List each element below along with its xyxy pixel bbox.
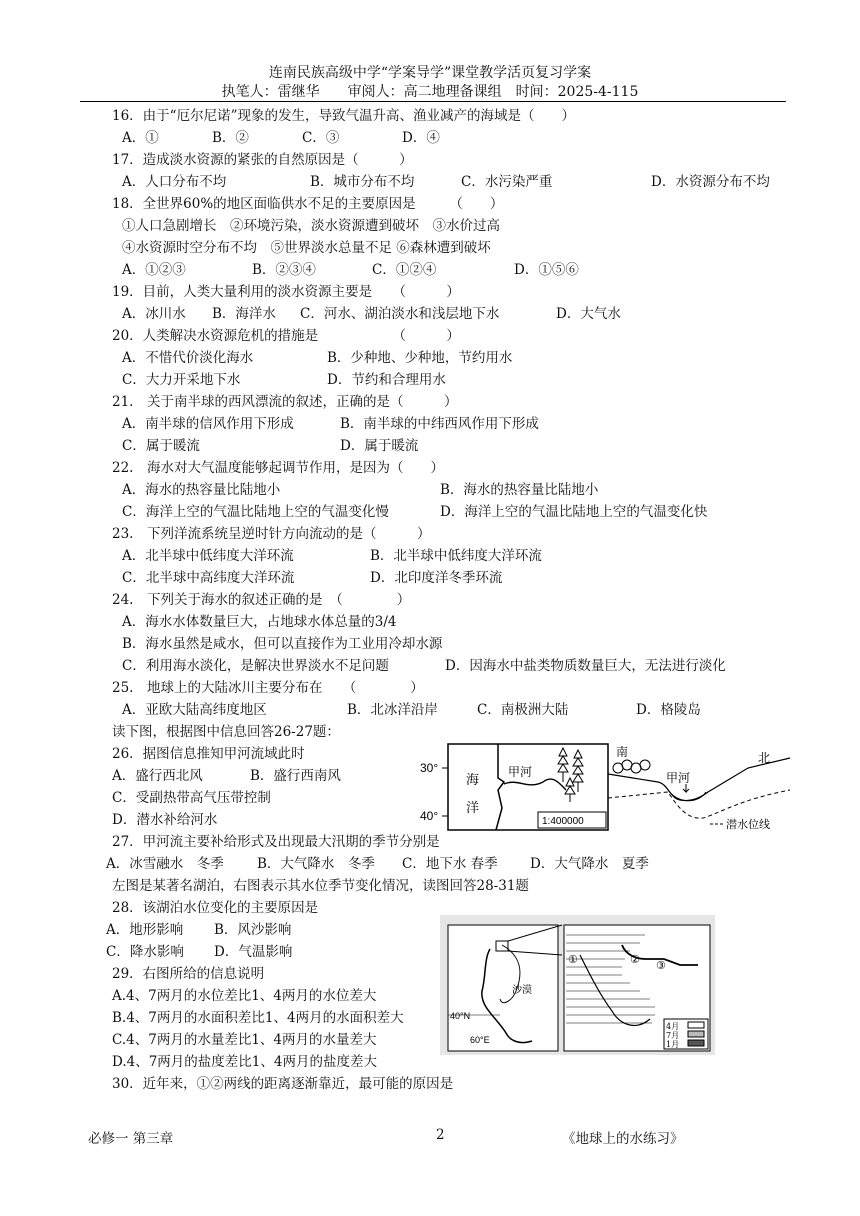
answer-option: B．海洋水: [212, 306, 276, 322]
answer-option: B．少种地、少种地，节约用水: [327, 350, 513, 366]
answer-option: A．南半球的信风作用下形成: [122, 416, 294, 432]
answer-option: A．海水的热容量比陆地小: [122, 482, 281, 498]
answer-option: D．大气降水 夏季: [530, 856, 649, 872]
question-line: 19．目前，人类大量利用的淡水资源主要是 （ ）: [112, 284, 460, 300]
question-line: D.4、7两月的盐度差比1、4两月的盐度差大: [112, 1054, 377, 1070]
answer-option: A．不惜代价淡化海水: [122, 350, 254, 366]
question-line: 16．由于“厄尔尼诺”现象的发生，导致气温升高、渔业减产的海域是（ ）: [112, 108, 575, 124]
question-line: [112, 479, 812, 501]
question-line: ④水资源时空分布不均 ⑤世界淡水总量不足 ⑥森林遭到破坏: [122, 240, 491, 256]
footer-title: 《地球上的水练习》: [562, 1131, 684, 1147]
lat-label: 40°N: [450, 1011, 471, 1021]
question-line: 读下图，根据图中信息回答26-27题：: [112, 724, 340, 740]
answer-option: D．节约和合理用水: [327, 372, 446, 388]
river-label: 甲河: [508, 765, 533, 779]
answer-option: A．①②③: [122, 262, 186, 278]
north-label: 北: [758, 751, 771, 765]
answer-option: A．①: [122, 130, 159, 146]
answer-option: D．气温影响: [214, 944, 293, 960]
question-line: 21. 关于南半球的西风漂流的叙述，正确的是（ ）: [112, 394, 458, 410]
question-line: [112, 259, 812, 281]
question-line: 20．人类解决水资源危机的措施是 （ ）: [112, 328, 460, 344]
answer-option: C．③: [302, 130, 340, 146]
marker-1: ①: [568, 953, 578, 966]
question-line: 18．全世界60%的地区面临供水不足的主要原因是 （ ）: [112, 196, 504, 212]
lat-30-label: 30°: [420, 761, 439, 775]
figure-river-map: [418, 738, 793, 838]
question-line: C．受副热带高气压带控制: [112, 790, 271, 806]
question-line: 25. 地球上的大陆冰川主要分布在 （ ）: [112, 680, 424, 696]
question-line: [112, 435, 812, 457]
answer-option: B．南半球的中纬西风作用下形成: [340, 416, 539, 432]
tree-cluster-icon: [613, 760, 650, 773]
question-line: [112, 369, 812, 391]
answer-option: C．大力开采地下水: [122, 372, 241, 388]
answer-option: D．格陵岛: [636, 702, 701, 718]
header-rule: [80, 101, 786, 102]
answer-option: A．北半球中低纬度大洋环流: [122, 548, 294, 564]
answer-option: D．因海水中盐类物质数量巨大，无法进行淡化: [445, 658, 726, 674]
footer-page: 2: [436, 1127, 445, 1143]
answer-option: C．海洋上空的气温比陆地上空的气温变化慢: [122, 504, 389, 520]
answer-option: C．南极洲大陆: [477, 702, 569, 718]
question-line: 23. 下列洋流系统呈逆时针方向流动的是（ ）: [112, 526, 431, 542]
answer-option: D．④: [402, 130, 440, 146]
water-table-label: 潜水位线: [726, 818, 770, 831]
answer-option: A．亚欧大陆高纬度地区: [122, 702, 267, 718]
question-line: 27．甲河流主要补给形式及出现最大汛期的季节分别是: [112, 834, 440, 850]
question-line: [112, 347, 812, 369]
figure-lake-map: [440, 915, 715, 1055]
question-line: [112, 545, 812, 567]
question-line: [112, 699, 812, 721]
answer-option: C．水污染严重: [461, 174, 553, 190]
question-line: 24. 下列关于海水的叙述正确的是 （ ）: [112, 592, 411, 608]
sea-label-1: 海: [466, 773, 480, 788]
scale-label: 1:400000: [542, 816, 584, 827]
header-title: 连南民族高级中学“学案导学”课堂教学活页复习学案: [268, 65, 592, 81]
answer-option: C．河水、湖泊淡水和浅层地下水: [300, 306, 500, 322]
answer-option: D．大气水: [556, 306, 621, 322]
question-line: [112, 567, 812, 589]
lon-label: 60°E: [470, 1035, 490, 1045]
question-line: [112, 501, 812, 523]
legend-april: 4月: [666, 1022, 680, 1031]
footer-chapter: 必修一 第三章: [88, 1131, 174, 1147]
marker-2: ②: [630, 953, 640, 966]
question-line: 26．据图信息推知甲河流域此时: [112, 746, 305, 762]
question-line: [106, 853, 812, 875]
answer-option: B．北半球中低纬度大洋环流: [370, 548, 542, 564]
answer-option: C．地下水 春季: [402, 856, 498, 872]
question-line: [112, 171, 812, 193]
answer-option: A．地形影响: [106, 922, 184, 938]
legend-january: 1月: [666, 1040, 680, 1049]
answer-option: B．北冰洋沿岸: [347, 702, 438, 718]
south-label: 南: [616, 745, 629, 759]
legend-july: 7月: [666, 1031, 680, 1040]
answer-option: B．大气降水 冬季: [257, 856, 375, 872]
question-line: 30．近年来，①②两线的距离逐渐靠近，最可能的原因是: [112, 1076, 454, 1092]
question-line: [112, 303, 812, 325]
answer-option: A．冰川水: [122, 306, 186, 322]
answer-option: C．属于暖流: [122, 438, 200, 454]
answer-option: C．降水影响: [106, 944, 184, 960]
question-line: 28．该湖泊水位变化的主要原因是: [112, 900, 319, 916]
question-line: 左图是某著名湖泊，右图表示其水位季节变化情况，读图回答28-31题: [112, 878, 529, 894]
answer-option: B．盛行西南风: [250, 768, 341, 784]
answer-option: B．海水的热容量比陆地小: [440, 482, 599, 498]
answer-option: D．海洋上空的气温比陆地上空的气温变化快: [440, 504, 708, 520]
answer-option: A．人口分布不均: [122, 174, 227, 190]
question-line: 22. 海水对大气温度能够起调节作用，是因为（ ）: [112, 460, 444, 476]
sea-label-2: 洋: [466, 801, 480, 816]
question-line: C.4、7两月的水量差比1、4两月的水量差大: [112, 1032, 377, 1048]
answer-option: B．②③④: [252, 262, 316, 278]
answer-option: D．北印度洋冬季环流: [370, 570, 503, 586]
question-line: [112, 413, 812, 435]
answer-option: C．①②④: [372, 262, 437, 278]
question-line: B.4、7两月的水面积差比1、4两月的水面积差大: [112, 1010, 404, 1026]
question-line: [112, 127, 812, 149]
question-line: D．潜水补给河水: [112, 812, 218, 828]
answer-option: D．属于暖流: [340, 438, 419, 454]
question-line: A.4、7两月的水位差比1、4两月的水位差大: [112, 988, 377, 1004]
question-line: A．海水水体数量巨大，占地球水体总量的3/4: [122, 614, 397, 630]
answer-option: A．冰雪融水 冬季: [106, 856, 224, 872]
question-line: [112, 655, 812, 677]
question-line: ①人口急剧增长 ②环境污染，淡水资源遭到破坏 ③水价过高: [122, 218, 500, 234]
answer-option: C．利用海水淡化，是解决世界淡水不足问题: [122, 658, 389, 674]
answer-option: B．风沙影响: [214, 922, 292, 938]
answer-option: D．①⑤⑥: [514, 262, 579, 278]
question-line: B．海水虽然是咸水，但可以直接作为工业用冷却水源: [122, 636, 443, 652]
header-info: 执笔人：雷继华 审阅人：高二地理备课组 时间：2025-4-115: [221, 84, 639, 100]
answer-option: A．盛行西北风: [112, 768, 203, 784]
answer-option: B．城市分布不均: [310, 174, 415, 190]
question-line: 17．造成淡水资源的紧张的自然原因是（ ）: [112, 152, 413, 168]
answer-option: D．水资源分布不均: [651, 174, 770, 190]
river-label-2: 甲河: [666, 771, 691, 785]
question-line: 29．右图所给的信息说明: [112, 966, 265, 982]
answer-option: B．②: [212, 130, 249, 146]
answer-option: C．北半球中高纬度大洋环流: [122, 570, 295, 586]
marker-3: ③: [656, 959, 666, 972]
lat-40-label: 40°: [420, 809, 439, 823]
desert-label: 沙漠: [512, 985, 532, 996]
